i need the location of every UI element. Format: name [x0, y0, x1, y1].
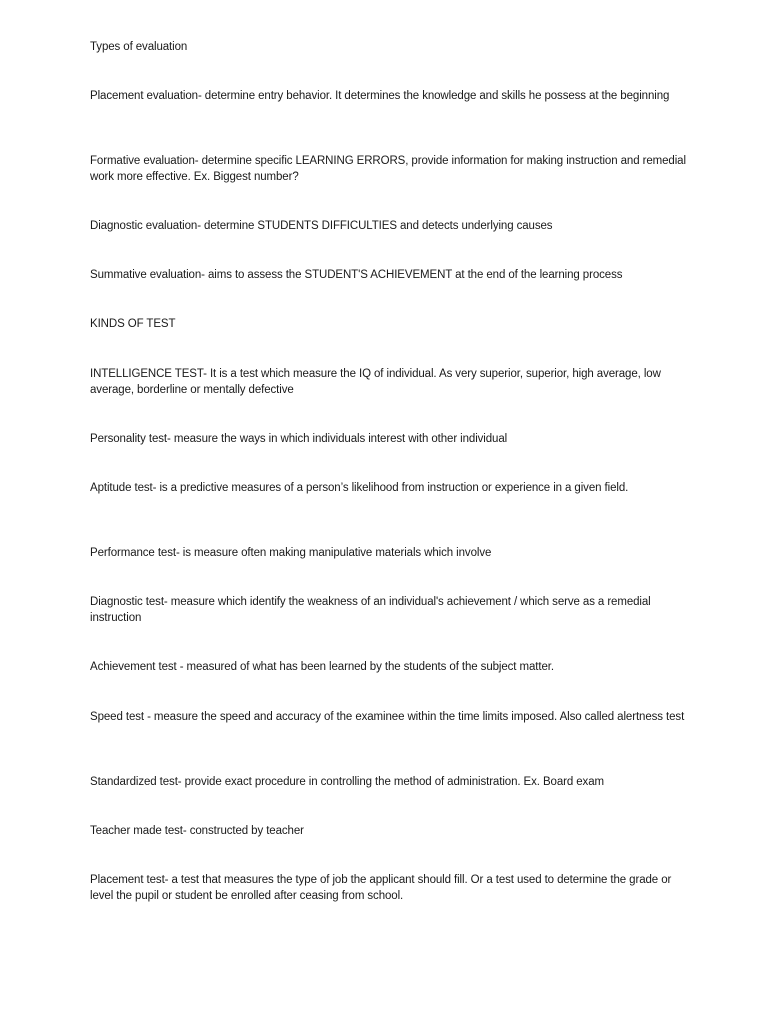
paragraph-intelligence-test: INTELLIGENCE TEST- It is a test which measure the IQ of individual. As very superior, superior, high average, low average, borderline or mentally defective [90, 368, 661, 396]
paragraph-diagnostic-test: Diagnostic test- measure which identify the weakness of an individual's achievement / which serve as a remedial instruction [90, 596, 651, 624]
paragraph-summative-evaluation: Summative evaluation- aims to assess the STUDENT'S ACHIEVEMENT at the end of the learning process [90, 269, 623, 281]
paragraph-placement-evaluation: Placement evaluation- determine entry behavior. It determines the knowledge and skills he possess at the beginning [90, 90, 670, 102]
paragraph-performance-test: Performance test- is measure often making manipulative materials which involve [90, 547, 492, 559]
paragraph-formative-evaluation: Formative evaluation- determine specific LEARNING ERRORS, provide information for making instruction and remedial work more effective. Ex. Biggest number? [90, 155, 686, 183]
heading-kinds-of-test: KINDS OF TEST [90, 318, 176, 330]
paragraph-speed-test: Speed test - measure the speed and accuracy of the examinee within the time limits imposed. Also called alertness test [90, 711, 685, 723]
paragraph-standardized-test: Standardized test- provide exact procedure in controlling the method of administration. Ex. Board exam [90, 776, 604, 788]
paragraph-placement-test: Placement test- a test that measures the type of job the applicant should fill. Or a test used to determine the grade or level the pupil or student be enrolled after ceasing from school. [90, 874, 672, 902]
heading-types-of-evaluation: Types of evaluation [90, 41, 188, 53]
paragraph-achievement-test: Achievement test - measured of what has been learned by the students of the subject matter. [90, 661, 554, 673]
paragraph-personality-test: Personality test- measure the ways in which individuals interest with other individual [90, 433, 508, 445]
paragraph-diagnostic-evaluation: Diagnostic evaluation- determine STUDENTS DIFFICULTIES and detects underlying causes [90, 220, 553, 232]
paragraph-aptitude-test: Aptitude test- is a predictive measures of a person’s likelihood from instruction or experience in a given field. [90, 482, 629, 494]
paragraph-teacher-made-test: Teacher made test- constructed by teacher [90, 825, 304, 837]
